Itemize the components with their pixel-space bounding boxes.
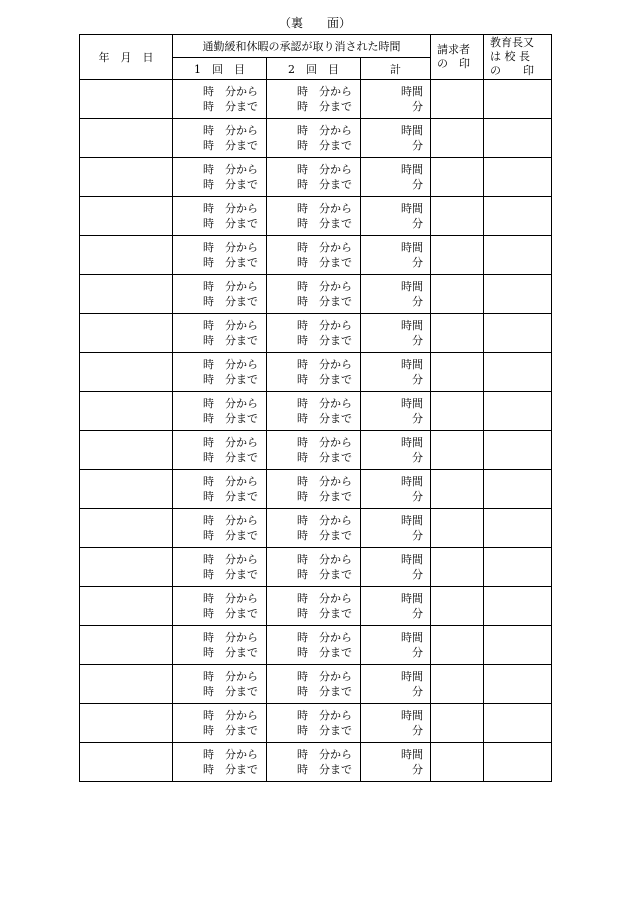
total-cell[interactable] xyxy=(361,626,431,665)
total-cell[interactable] xyxy=(361,509,431,548)
from-line: 時 分から xyxy=(203,748,258,761)
total-cell[interactable] xyxy=(361,314,431,353)
second-time-cell[interactable] xyxy=(267,314,361,353)
total-cell[interactable] xyxy=(361,704,431,743)
until-line: 時 分まで xyxy=(297,607,352,620)
hours-line: 時間 xyxy=(401,241,424,254)
until-line: 時 分まで xyxy=(203,607,258,620)
total-header: 計 xyxy=(361,58,431,80)
from-line: 時 分から xyxy=(203,553,258,566)
minutes-line: 分 xyxy=(412,451,424,464)
principal-seal-cell[interactable] xyxy=(484,275,552,314)
from-line: 時 分から xyxy=(203,475,258,488)
second-time-cell[interactable] xyxy=(267,275,361,314)
second-time-cell[interactable] xyxy=(267,587,361,626)
hours-line: 時間 xyxy=(401,358,424,371)
date-cell[interactable] xyxy=(80,743,173,782)
principal-seal-cell[interactable] xyxy=(484,470,552,509)
second-time-cell[interactable] xyxy=(267,197,361,236)
principal-seal-cell[interactable] xyxy=(484,353,552,392)
first-time-cell[interactable] xyxy=(173,665,267,704)
minutes-line: 分 xyxy=(412,295,424,308)
table-row xyxy=(80,353,552,392)
from-line: 時 分から xyxy=(297,163,352,176)
table-row xyxy=(80,626,552,665)
date-cell[interactable] xyxy=(80,119,173,158)
date-cell[interactable] xyxy=(80,158,173,197)
until-line: 時 分まで xyxy=(203,490,258,503)
first-time-cell[interactable] xyxy=(173,197,267,236)
from-line: 時 分から xyxy=(203,514,258,527)
second-time-cell[interactable] xyxy=(267,80,361,119)
date-cell[interactable] xyxy=(80,314,173,353)
requester-seal-header-line: 請求者 xyxy=(437,43,471,56)
table-row xyxy=(80,665,552,704)
from-line: 時 分から xyxy=(203,241,258,254)
from-line: 時 分から xyxy=(203,280,258,293)
first-time-cell[interactable] xyxy=(173,743,267,782)
minutes-line: 分 xyxy=(412,568,424,581)
total-cell[interactable] xyxy=(361,119,431,158)
table-row xyxy=(80,158,552,197)
total-cell[interactable] xyxy=(361,80,431,119)
second-time-cell[interactable] xyxy=(267,353,361,392)
from-line: 時 分から xyxy=(203,319,258,332)
total-cell[interactable] xyxy=(361,548,431,587)
until-line: 時 分まで xyxy=(203,724,258,737)
second-time-cell[interactable] xyxy=(267,626,361,665)
minutes-line: 分 xyxy=(412,490,424,503)
from-line: 時 分から xyxy=(203,397,258,410)
requester-seal-cell[interactable] xyxy=(431,509,484,548)
until-line: 時 分まで xyxy=(297,295,352,308)
second-time-cell[interactable] xyxy=(267,392,361,431)
until-line: 時 分まで xyxy=(203,256,258,269)
requester-seal-cell[interactable] xyxy=(431,743,484,782)
requester-seal-header xyxy=(431,35,484,80)
until-line: 時 分まで xyxy=(297,100,352,113)
first-time-cell[interactable] xyxy=(173,626,267,665)
table-row xyxy=(80,548,552,587)
first-time-cell[interactable] xyxy=(173,275,267,314)
page-heading: （裏 面） xyxy=(278,16,351,30)
first-time-cell[interactable] xyxy=(173,158,267,197)
until-line: 時 分まで xyxy=(203,529,258,542)
principal-seal-header-line: 教育長又 xyxy=(490,36,535,49)
requester-seal-cell[interactable] xyxy=(431,314,484,353)
requester-seal-cell[interactable] xyxy=(431,470,484,509)
principal-seal-cell[interactable] xyxy=(484,197,552,236)
principal-seal-cell[interactable] xyxy=(484,119,552,158)
second-time-cell[interactable] xyxy=(267,470,361,509)
hours-line: 時間 xyxy=(401,670,424,683)
first-time-cell[interactable] xyxy=(173,353,267,392)
principal-seal-cell[interactable] xyxy=(484,158,552,197)
from-line: 時 分から xyxy=(297,475,352,488)
principal-seal-cell[interactable] xyxy=(484,509,552,548)
date-cell[interactable] xyxy=(80,587,173,626)
until-line: 時 分まで xyxy=(203,568,258,581)
until-line: 時 分まで xyxy=(203,217,258,230)
hours-line: 時間 xyxy=(401,202,424,215)
table-row xyxy=(80,275,552,314)
minutes-line: 分 xyxy=(412,256,424,269)
date-cell[interactable] xyxy=(80,197,173,236)
from-line: 時 分から xyxy=(203,85,258,98)
from-line: 時 分から xyxy=(203,202,258,215)
table-row xyxy=(80,704,552,743)
second-time-cell[interactable] xyxy=(267,509,361,548)
requester-seal-cell[interactable] xyxy=(431,158,484,197)
table-row xyxy=(80,119,552,158)
minutes-line: 分 xyxy=(412,178,424,191)
requester-seal-header-line: の 印 xyxy=(437,57,471,70)
minutes-line: 分 xyxy=(412,334,424,347)
date-cell[interactable] xyxy=(80,431,173,470)
date-cell[interactable] xyxy=(80,353,173,392)
hours-line: 時間 xyxy=(401,631,424,644)
hours-line: 時間 xyxy=(401,592,424,605)
requester-seal-cell[interactable] xyxy=(431,197,484,236)
hours-line: 時間 xyxy=(401,709,424,722)
second-time-cell[interactable] xyxy=(267,665,361,704)
from-line: 時 分から xyxy=(297,514,352,527)
hours-line: 時間 xyxy=(401,163,424,176)
table-row xyxy=(80,236,552,275)
date-header: 年 月 日 xyxy=(80,35,173,80)
minutes-line: 分 xyxy=(412,607,424,620)
table-row xyxy=(80,470,552,509)
until-line: 時 分まで xyxy=(203,412,258,425)
date-cell[interactable] xyxy=(80,665,173,704)
from-line: 時 分から xyxy=(297,592,352,605)
total-cell[interactable] xyxy=(361,158,431,197)
principal-seal-cell[interactable] xyxy=(484,626,552,665)
table-row xyxy=(80,743,552,782)
requester-seal-cell[interactable] xyxy=(431,353,484,392)
table-row xyxy=(80,392,552,431)
first-time-cell[interactable] xyxy=(173,587,267,626)
requester-seal-cell[interactable] xyxy=(431,275,484,314)
total-cell[interactable] xyxy=(361,197,431,236)
principal-seal-cell[interactable] xyxy=(484,236,552,275)
until-line: 時 分まで xyxy=(203,373,258,386)
from-line: 時 分から xyxy=(297,319,352,332)
date-cell[interactable] xyxy=(80,509,173,548)
until-line: 時 分まで xyxy=(297,178,352,191)
until-line: 時 分まで xyxy=(297,685,352,698)
requester-seal-cell[interactable] xyxy=(431,548,484,587)
from-line: 時 分から xyxy=(297,436,352,449)
principal-seal-cell[interactable] xyxy=(484,548,552,587)
total-cell[interactable] xyxy=(361,353,431,392)
minutes-line: 分 xyxy=(412,217,424,230)
first-time-cell[interactable] xyxy=(173,431,267,470)
minutes-line: 分 xyxy=(412,646,424,659)
table-row xyxy=(80,587,552,626)
first-time-header: 1 回 目 xyxy=(173,58,267,80)
minutes-line: 分 xyxy=(412,412,424,425)
total-cell[interactable] xyxy=(361,587,431,626)
first-time-cell[interactable] xyxy=(173,80,267,119)
first-time-cell[interactable] xyxy=(173,509,267,548)
second-time-cell[interactable] xyxy=(267,548,361,587)
hours-line: 時間 xyxy=(401,514,424,527)
first-time-cell[interactable] xyxy=(173,548,267,587)
from-line: 時 分から xyxy=(297,748,352,761)
principal-seal-cell[interactable] xyxy=(484,314,552,353)
minutes-line: 分 xyxy=(412,373,424,386)
until-line: 時 分まで xyxy=(297,334,352,347)
until-line: 時 分まで xyxy=(297,763,352,776)
principal-seal-cell[interactable] xyxy=(484,587,552,626)
minutes-line: 分 xyxy=(412,763,424,776)
table-row xyxy=(80,431,552,470)
second-time-cell[interactable] xyxy=(267,431,361,470)
second-time-cell[interactable] xyxy=(267,704,361,743)
requester-seal-cell[interactable] xyxy=(431,236,484,275)
total-cell[interactable] xyxy=(361,470,431,509)
principal-seal-header-line: は 校 長 xyxy=(490,50,531,63)
hours-line: 時間 xyxy=(401,475,424,488)
header-row xyxy=(80,35,552,58)
requester-seal-cell[interactable] xyxy=(431,665,484,704)
hours-line: 時間 xyxy=(401,436,424,449)
hours-line: 時間 xyxy=(401,280,424,293)
from-line: 時 分から xyxy=(297,631,352,644)
first-time-cell[interactable] xyxy=(173,119,267,158)
until-line: 時 分まで xyxy=(203,451,258,464)
total-cell[interactable] xyxy=(361,743,431,782)
total-cell[interactable] xyxy=(361,392,431,431)
from-line: 時 分から xyxy=(297,553,352,566)
requester-seal-cell[interactable] xyxy=(431,80,484,119)
requester-seal-cell[interactable] xyxy=(431,587,484,626)
date-cell[interactable] xyxy=(80,236,173,275)
leave-cancellation-table xyxy=(79,34,552,782)
from-line: 時 分から xyxy=(297,709,352,722)
date-cell[interactable] xyxy=(80,548,173,587)
until-line: 時 分まで xyxy=(297,139,352,152)
second-time-cell[interactable] xyxy=(267,119,361,158)
until-line: 時 分まで xyxy=(297,217,352,230)
until-line: 時 分まで xyxy=(297,568,352,581)
from-line: 時 分から xyxy=(297,124,352,137)
principal-seal-cell[interactable] xyxy=(484,665,552,704)
second-time-header: 2 回 目 xyxy=(267,58,361,80)
requester-seal-cell[interactable] xyxy=(431,626,484,665)
until-line: 時 分まで xyxy=(297,412,352,425)
hours-line: 時間 xyxy=(401,85,424,98)
until-line: 時 分まで xyxy=(203,139,258,152)
until-line: 時 分まで xyxy=(297,490,352,503)
date-cell[interactable] xyxy=(80,392,173,431)
principal-seal-cell[interactable] xyxy=(484,392,552,431)
date-cell[interactable] xyxy=(80,275,173,314)
from-line: 時 分から xyxy=(297,280,352,293)
table-row xyxy=(80,80,552,119)
minutes-line: 分 xyxy=(412,100,424,113)
minutes-line: 分 xyxy=(412,685,424,698)
minutes-line: 分 xyxy=(412,139,424,152)
principal-seal-cell[interactable] xyxy=(484,704,552,743)
from-line: 時 分から xyxy=(297,397,352,410)
principal-seal-header xyxy=(484,35,552,80)
total-cell[interactable] xyxy=(361,665,431,704)
second-time-cell[interactable] xyxy=(267,743,361,782)
minutes-line: 分 xyxy=(412,724,424,737)
from-line: 時 分から xyxy=(203,670,258,683)
first-time-cell[interactable] xyxy=(173,704,267,743)
first-time-cell[interactable] xyxy=(173,314,267,353)
minutes-line: 分 xyxy=(412,529,424,542)
requester-seal-cell[interactable] xyxy=(431,119,484,158)
first-time-cell[interactable] xyxy=(173,236,267,275)
from-line: 時 分から xyxy=(203,358,258,371)
hours-line: 時間 xyxy=(401,124,424,137)
requester-seal-cell[interactable] xyxy=(431,431,484,470)
from-line: 時 分から xyxy=(203,709,258,722)
from-line: 時 分から xyxy=(297,358,352,371)
total-cell[interactable] xyxy=(361,275,431,314)
second-time-cell[interactable] xyxy=(267,236,361,275)
principal-seal-cell[interactable] xyxy=(484,80,552,119)
until-line: 時 分まで xyxy=(203,178,258,191)
first-time-cell[interactable] xyxy=(173,470,267,509)
principal-seal-cell[interactable] xyxy=(484,431,552,470)
hours-line: 時間 xyxy=(401,553,424,566)
until-line: 時 分まで xyxy=(203,763,258,776)
date-cell[interactable] xyxy=(80,626,173,665)
until-line: 時 分まで xyxy=(297,646,352,659)
total-cell[interactable] xyxy=(361,236,431,275)
principal-seal-header-line: の 印 xyxy=(490,64,535,77)
from-line: 時 分から xyxy=(203,124,258,137)
from-line: 時 分から xyxy=(297,670,352,683)
from-line: 時 分から xyxy=(203,163,258,176)
until-line: 時 分まで xyxy=(297,256,352,269)
until-line: 時 分まで xyxy=(203,100,258,113)
from-line: 時 分から xyxy=(297,202,352,215)
until-line: 時 分まで xyxy=(297,529,352,542)
from-line: 時 分から xyxy=(297,85,352,98)
date-cell[interactable] xyxy=(80,704,173,743)
until-line: 時 分まで xyxy=(297,724,352,737)
from-line: 時 分から xyxy=(297,241,352,254)
cancelled-time-header: 通勤緩和休暇の承認が取り消された時間 xyxy=(173,35,431,58)
from-line: 時 分から xyxy=(203,592,258,605)
until-line: 時 分まで xyxy=(297,451,352,464)
until-line: 時 分まで xyxy=(203,685,258,698)
total-cell[interactable] xyxy=(361,431,431,470)
hours-line: 時間 xyxy=(401,319,424,332)
table-row xyxy=(80,314,552,353)
first-time-cell[interactable] xyxy=(173,392,267,431)
until-line: 時 分まで xyxy=(203,295,258,308)
date-cell[interactable] xyxy=(80,470,173,509)
principal-seal-cell[interactable] xyxy=(484,743,552,782)
requester-seal-cell[interactable] xyxy=(431,704,484,743)
hours-line: 時間 xyxy=(401,397,424,410)
until-line: 時 分まで xyxy=(297,373,352,386)
until-line: 時 分まで xyxy=(203,334,258,347)
table-row xyxy=(80,509,552,548)
date-cell[interactable] xyxy=(80,80,173,119)
from-line: 時 分から xyxy=(203,631,258,644)
hours-line: 時間 xyxy=(401,748,424,761)
second-time-cell[interactable] xyxy=(267,158,361,197)
table-row xyxy=(80,197,552,236)
requester-seal-cell[interactable] xyxy=(431,392,484,431)
from-line: 時 分から xyxy=(203,436,258,449)
until-line: 時 分まで xyxy=(203,646,258,659)
